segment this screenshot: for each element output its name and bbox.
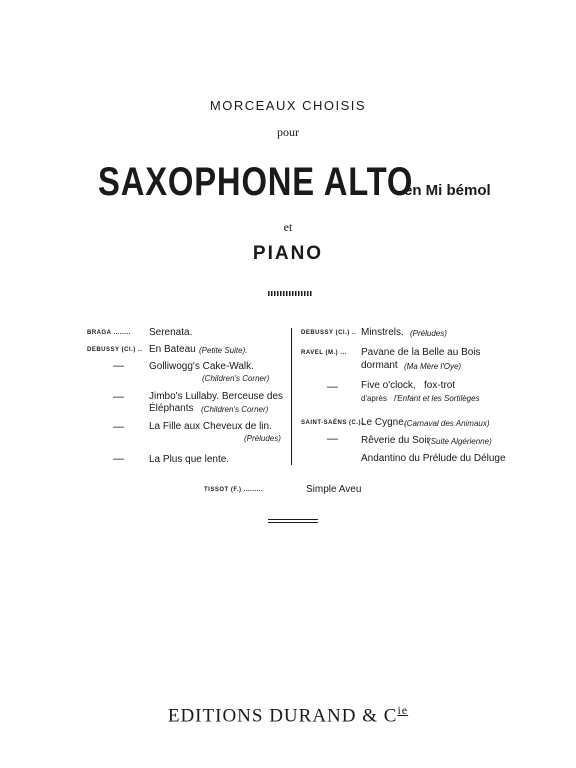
piece-title: La Plus que lente. bbox=[149, 454, 230, 465]
piece-source: (Préludes) bbox=[410, 329, 447, 338]
publisher-label: EDITIONS DURAND & bbox=[167, 705, 379, 727]
ditto-dash: — bbox=[327, 381, 338, 393]
piece-title: En Bateau bbox=[149, 344, 196, 355]
piece-title: Rêverie du Soir bbox=[361, 435, 430, 446]
piece-source: (Ma Mère l'Oye) bbox=[404, 362, 462, 371]
piece-title-continued: Éléphants bbox=[149, 403, 194, 414]
piece-title: Golliwogg's Cake-Walk. bbox=[149, 361, 254, 372]
piano-title: PIANO bbox=[252, 243, 324, 264]
ditto-dash: — bbox=[113, 391, 124, 403]
key-label: en Mi bémol bbox=[404, 182, 491, 199]
piece-title: Minstrels. bbox=[361, 327, 404, 338]
series-title: MORCEAUX CHOISIS bbox=[209, 98, 367, 113]
composer-label: SAINT-SAËNS (C.).. bbox=[301, 420, 366, 426]
pour-label: pour bbox=[277, 125, 299, 139]
piece-title: Le Cygne. bbox=[361, 417, 407, 428]
composer-label: TISSOT (F.) ......... bbox=[204, 487, 264, 493]
composer-label: RAVEL (M.) ... bbox=[301, 350, 347, 356]
et-label: et bbox=[283, 220, 293, 234]
composer-label: BRAGA ........ bbox=[87, 330, 131, 336]
piece-source: (Carnaval des Animaux) bbox=[404, 419, 490, 428]
piece-title: Simple Aveu bbox=[306, 484, 362, 495]
ditto-dash: — bbox=[113, 453, 124, 465]
piece-title: Five o'clock, bbox=[361, 380, 416, 391]
ditto-dash: — bbox=[113, 421, 124, 433]
piece-title-continued: dormant bbox=[361, 360, 398, 371]
piece-genre: fox-trot bbox=[424, 380, 456, 391]
piece-source: (Children's Corner) bbox=[202, 374, 270, 383]
composer-label: DEBUSSY (Cl.) .. bbox=[87, 347, 143, 353]
bottom-divider bbox=[268, 519, 318, 523]
composer-label: DEBUSSY (Cl.) .. bbox=[301, 330, 357, 336]
piece-title: Andantino du Prélude du Déluge bbox=[361, 453, 506, 464]
piece-title: Pavane de la Belle au Bois bbox=[361, 347, 481, 358]
piece-source: l'Enfant et les Sortilèges bbox=[394, 394, 480, 403]
piece-title: Serenata. bbox=[149, 327, 193, 338]
piece-title: La Fille aux Cheveux de lin. bbox=[149, 421, 272, 432]
column-divider bbox=[291, 328, 292, 465]
instrument-title: SAXOPHONE ALTO bbox=[98, 160, 414, 204]
publisher-name bbox=[0, 703, 576, 727]
ditto-dash: — bbox=[113, 360, 124, 372]
piece-source: (Children's Corner) bbox=[201, 405, 269, 414]
ornament-divider bbox=[268, 291, 312, 296]
ditto-dash: — bbox=[327, 433, 338, 445]
publisher-suffix: C bbox=[383, 705, 398, 727]
piece-source: (Suite Algérienne) bbox=[428, 437, 492, 446]
piece-source: (Préludes) bbox=[244, 434, 281, 443]
piece-source: (Petite Suite). bbox=[199, 346, 248, 355]
piece-title: Jimbo's Lullaby. Berceuse des bbox=[149, 391, 284, 402]
piece-source-prefix: d'après bbox=[361, 394, 387, 403]
publisher-suffix-sup: ie bbox=[397, 703, 409, 717]
